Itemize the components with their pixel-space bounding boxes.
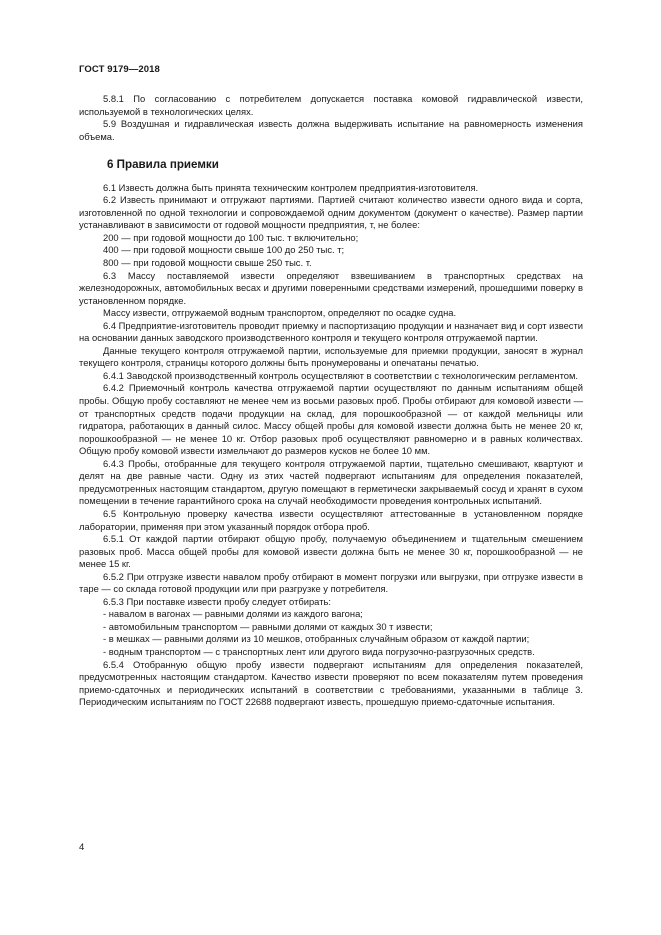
list-item-water: - водным транспортом — с транспортных лент или другого вида погрузочно-разгрузочных средств. bbox=[103, 645, 535, 657]
paragraph-6-4-1: 6.4.1 Заводской производственный контроль осуществляют в соответствии с технологическим регламентом. bbox=[103, 369, 579, 381]
document-body bbox=[79, 93, 583, 709]
paragraph-6-5: 6.5 Контрольную проверку качества извести осуществляют аттестованные в установленном порядке лаборатории, применяя при этом указанный порядок отбора проб. bbox=[79, 507, 583, 532]
paragraph-6-4-journal: Данные текущего контроля отгружаемой партии, используемые для приемки продукции, заносят в журнал текущего контроля, страницы которого должны быть пронумерованы и опечатаны печатью. bbox=[79, 344, 583, 369]
paragraph-6-2: 6.2 Известь принимают и отгружают партиями. Партией считают количество извести одного вида и сорта, изготовленной по одной технологии и сопровождаемой одним документом (документ о качестве). Размер партии устанавливают в зависимости от годовой мощности предприятия, т, не более: bbox=[79, 194, 583, 231]
list-item-400: 400 — при годовой мощности свыше 100 до 250 тыс. т; bbox=[103, 244, 345, 256]
paragraph-6-1: 6.1 Известь должна быть принята техническим контролем предприятия-изготовителя. bbox=[103, 181, 479, 193]
paragraph-5-9: 5.9 Воздушная и гидравлическая известь должна выдерживать испытание на равномерность изменения объема. bbox=[79, 118, 583, 142]
paragraph-6-5-4: 6.5.4 Отобранную общую пробу извести подвергают испытаниям для определения показателей, предусмотренных настоящим стандартом. Качество извести проверяют по всем показателям путем проведения приемо-сдаточных и периодических испытаний в соответствии с требованиями, указанными в таблице 3. Периодическим испытаниям по ГОСТ 22688 подвергают известь, прошедшую приемо-сдаточные испытания. bbox=[79, 658, 583, 708]
paragraph-6-5-2: 6.5.2 При отгрузке извести навалом пробу отбирают в момент погрузки или выгрузки, при отгрузке извести в таре — со склада готовой продукции или при разгрузке у потребителя. bbox=[79, 570, 583, 595]
list-item-wagons: - навалом в вагонах — равными долями из каждого вагона; bbox=[103, 608, 363, 620]
paragraph-6-4-2: 6.4.2 Приемочный контроль качества отгружаемой партии осуществляют по данным испытаниям общей пробы. Общую пробу составляют не менее чем из восьми разовых проб. Пробы отбирают для комовой извести — от транспортных средств подачи продукции на склад, для порошкообразной — от каждой мельницы или гидратора, работающих в данный силос. Массу общей пробы для комовой извести должна быть не менее 20 кг, порошкообразной — не менее 10 кг. Отбор разовых проб осуществляют равномерно и в равных количествах. Общую пробу комовой извести измельчают до размеров кусков не более 10 мм. bbox=[79, 382, 583, 457]
paragraph-6-5-1: 6.5.1 От каждой партии отбирают общую пробу, получаемую объединением и тщательным смешением разовых проб. Масса общей пробы для комовой извести должна быть не менее 30 кг, порошкообразной — не менее 15 кг. bbox=[79, 533, 583, 570]
paragraph-6-3: 6.3 Массу поставляемой извести определяют взвешиванием в транспортных средствах на железнодорожных, автомобильных весах и другими поверенными средствами измерений, прошедшими поверку в установленном порядке. bbox=[79, 269, 583, 306]
list-item-bags: - в мешках — равными долями из 10 мешков, отобранных случайным образом от каждой партии; bbox=[103, 633, 530, 645]
paragraph-6-4: 6.4 Предприятие-изготовитель проводит приемку и паспортизацию продукции и назначает вид и сорт извести на основании данных заводского производственного контроля и текущего контроля отгружаемой партии. bbox=[79, 319, 583, 344]
document-header: ГОСТ 9179—2018 bbox=[79, 64, 160, 75]
list-item-200: 200 — при годовой мощности до 100 тыс. т включительно; bbox=[103, 231, 359, 243]
paragraph-6-5-3: 6.5.3 При поставке извести пробу следует отбирать: bbox=[103, 595, 331, 607]
list-item-800: 800 — при годовой мощности свыше 250 тыс. т. bbox=[103, 257, 312, 269]
paragraph-6-4-3: 6.4.3 Пробы, отобранные для текущего контроля отгружаемой партии, тщательно смешивают, квартуют и делят на две равные части. Одну из этих частей подвергают испытаниям для определения показателей, предусмотренных настоящим стандартом, другую помещают в герметически закрываемый сосуд и хранят в сухом помещении в течение гарантийного срока на случай необходимости проведения контрольных испытаний. bbox=[79, 457, 583, 507]
list-item-auto: - автомобильным транспортом — равными долями от каждых 30 т извести; bbox=[103, 620, 433, 632]
page-number: 4 bbox=[79, 842, 85, 853]
section-title: 6 Правила приемки bbox=[107, 158, 219, 172]
paragraph-6-3-water: Массу извести, отгружаемой водным транспортом, определяют по осадке судна. bbox=[103, 307, 457, 319]
paragraph-5-8-1: 5.8.1 По согласованию с потребителем допускается поставка комовой гидравлической извести, используемой в технологических целях. bbox=[79, 93, 583, 117]
